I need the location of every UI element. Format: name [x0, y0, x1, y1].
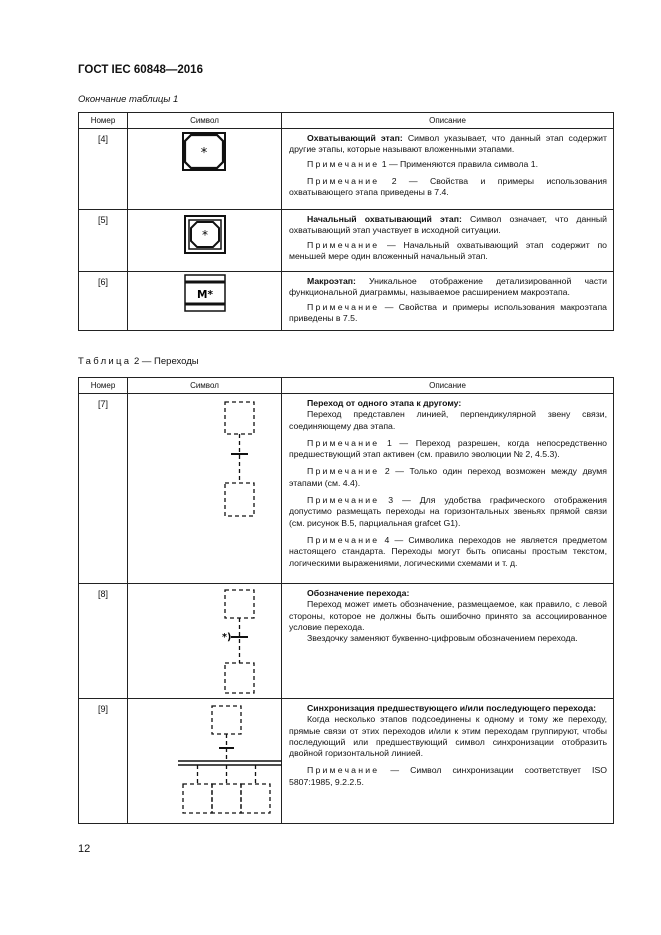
row-title: Начальный охватывающий этап:: [307, 214, 462, 224]
row-text: Переход представлен линией, перпендикулярной звену связи, соединяющему два этапа.: [289, 409, 607, 431]
transition-synchronization-symbol: [128, 699, 282, 824]
note-text: 1 — Переход разрешен, когда непосредственно предшествующий этап активен (см. правило эволюции № 2, 4.5.3).: [289, 437, 607, 460]
note-text: 2 — Только один переход возможен между двумя этапами (см. 4.4).: [289, 466, 607, 488]
row-title: Синхронизация предшествующего и/или последующего перехода:: [307, 703, 597, 713]
row-number: [6]: [79, 272, 128, 331]
row-description: [282, 394, 614, 584]
note-text: 2 — Свойства и примеры использования охватывающего этапа приведены в 7.4.: [289, 175, 607, 198]
table-header-row: [79, 378, 614, 394]
enclosing-step-symbol: [128, 129, 282, 210]
note-label: Примечание: [307, 765, 380, 776]
row-title: Охватывающий этап:: [307, 133, 403, 143]
table-header-row: [79, 113, 614, 129]
svg-text:*: *: [202, 228, 208, 242]
table-row: [79, 394, 614, 584]
table-row: [79, 272, 614, 331]
initial-enclosing-step-symbol: [128, 210, 282, 272]
note-label: Примечание: [307, 534, 380, 545]
svg-text:*: *: [200, 146, 208, 161]
note-label: Примечание: [307, 495, 380, 506]
row-title: Переход от одного этапа к другому:: [307, 398, 462, 408]
transitions-table: [78, 377, 614, 824]
document-code: ГОСТ IEC 60848—2016: [78, 64, 203, 76]
note-label: Примечание: [307, 437, 380, 448]
column-header-number: Номер: [79, 113, 128, 129]
row-number: [5]: [79, 210, 128, 272]
table-row: [79, 129, 614, 210]
column-header-description: Описание: [282, 113, 614, 129]
row-title: Обозначение перехода:: [307, 588, 410, 598]
row-text: Звездочку заменяют буквенно-цифровым обозначением перехода.: [307, 633, 578, 644]
row-title: Макроэтап:: [307, 276, 356, 286]
row-description: [282, 584, 614, 699]
note-text: — Начальный охватывающий этап содержит по меньшей мере один вложенный начальный этап.: [289, 239, 607, 261]
column-header-number: Номер: [79, 378, 128, 394]
symbols-table: [78, 112, 614, 331]
row-number: [8]: [79, 584, 128, 699]
note-label: Примечание: [307, 175, 380, 186]
note-label: Примечание: [307, 301, 380, 312]
row-text: Уникальное отображение детализированной части функциональной диаграммы, называемое расширением макроэтапа.: [289, 276, 607, 298]
row-text: Когда несколько этапов подсоединены к одному и тому же переходу, прямые связи от этих переходов и/или к этим переходам группируют, чтобы последующий или предшествующий символ синхронизации отобразить двойной горизонтальной линией.: [289, 714, 607, 759]
page-number: 12: [78, 843, 91, 855]
row-description: [282, 129, 614, 210]
note-label: Примечание: [307, 466, 380, 477]
row-text: Переход может иметь обозначение, размещаемое, как правило, с левой стороны, которое не должны быть ошибочно принято за ассоциированное условие перехода.: [289, 599, 607, 632]
row-text: Символ означает, что данный охватывающий этап участвует в исходной ситуации.: [289, 214, 607, 236]
row-number: [9]: [79, 699, 128, 824]
table1-caption: Окончание таблицы 1: [78, 94, 179, 105]
row-description: [282, 699, 614, 824]
table-row: [79, 210, 614, 272]
table-row: [79, 699, 614, 824]
transition-designation-label: *): [222, 632, 232, 643]
column-header-symbol: Символ: [128, 378, 282, 394]
note-label: Примечание: [307, 158, 380, 169]
table-row: [79, 584, 614, 699]
macro-step-symbol: [128, 272, 282, 331]
note-text: — Свойства и примеры использования макроэтапа приведены в 7.5.: [289, 301, 607, 323]
column-header-description: Описание: [282, 378, 614, 394]
row-number: [4]: [79, 129, 128, 210]
note-text: 1 — Применяются правила символа 1.: [379, 158, 538, 169]
note-text: — Символ синхронизации соответствует ISO 5807:1985, 9.2.2.5.: [289, 765, 607, 787]
row-text: Символ указывает, что данный этап содержит другие этапы, которые называют вложенными этапами.: [289, 133, 607, 155]
table2-caption: Таблица 2 — Переходы: [78, 356, 199, 367]
transition-between-steps-symbol: [128, 394, 282, 584]
note-label: Примечание: [307, 239, 380, 250]
row-number: [7]: [79, 394, 128, 584]
note-text: 4 — Символика переходов не является предметом настоящего стандарта. Переходы могут быть описаны простым текстом, логическими выражениями, логическими схемами и т. д.: [289, 534, 607, 568]
macro-step-label: M*: [197, 289, 213, 301]
column-header-symbol: Символ: [128, 113, 282, 129]
row-description: [282, 272, 614, 331]
row-description: [282, 210, 614, 272]
note-text: 3 — Для удобства графического отображения допустимо размещать переходы на горизонтальных звеньях прямой связи (см. рисунок B.5, парциальная grafcet G1).: [289, 495, 607, 528]
transition-designation-symbol: [128, 584, 282, 699]
